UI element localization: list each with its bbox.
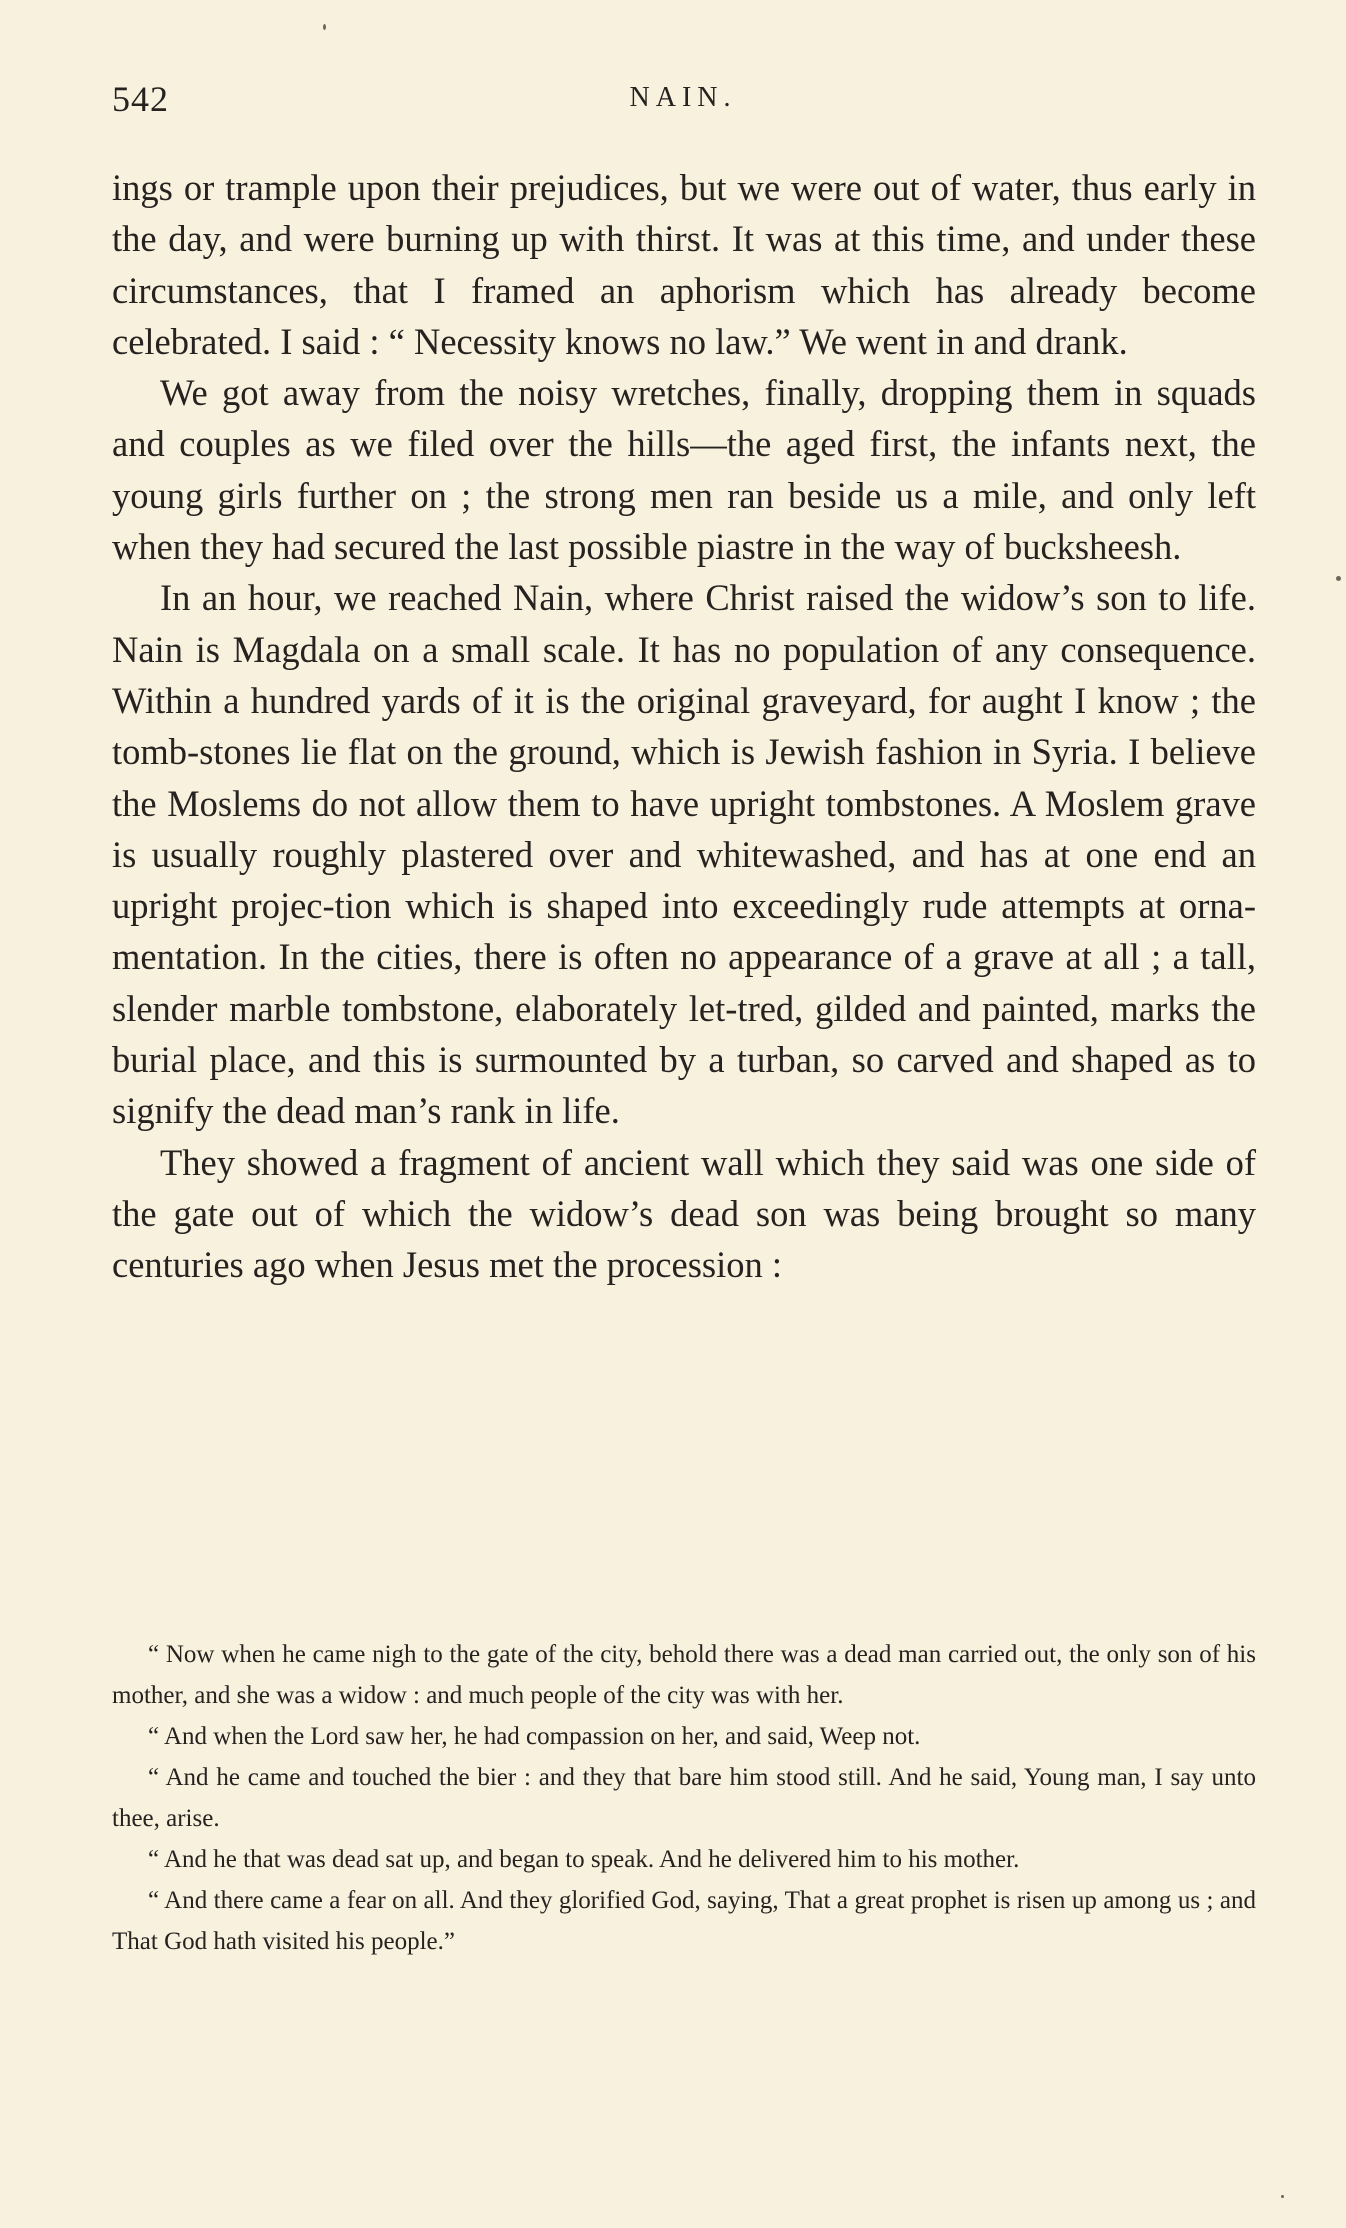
quotation-verse: “ And when the Lord saw her, he had compassion on her, and said, Weep not. [148, 1723, 921, 1750]
quotation-verse: “ And he came and touched the bier : and they that bare him stood still. And he said, Young man, I say unto thee, arise. [112, 1764, 1256, 1832]
scripture-quotation [112, 1634, 1256, 1962]
quotation-verse: “ And there came a fear on all. And they glorified God, saying, That a great prophet is risen up among us ; and That God hath visited his people.” [112, 1887, 1256, 1955]
quotation-verse: “ Now when he came nigh to the gate of the city, behold there was a dead man carried out, the only son of his mother, and she was a widow : and much people of the city was with her. [112, 1641, 1256, 1709]
page-number: 542 [112, 79, 169, 119]
ink-speck [323, 24, 326, 30]
ink-speck [1281, 2195, 1284, 2198]
page-heading: NAIN. [629, 82, 737, 113]
running-head [112, 78, 1254, 130]
paragraph: We got away from the noisy wretches, finally, dropping them in squads and couples as we filed over the hills—the aged first, the infants next, the young girls further on ; the strong men ran beside us a mile, and only left when they had secured the last possible piastre in the way of bucksheesh. [112, 372, 1256, 568]
paragraph: In an hour, we reached Nain, where Christ raised the widow’s son to life. Nain is Magdala on a small scale. It has no population of any consequence. Within a hundred yards of it is the original graveyard, for aught I know ; the tomb-stones lie flat on the ground, which is Jewish fashion in Syria. I believe the Moslems do not allow them to have upright tombstones. A Moslem grave is usually roughly plastered over and whitewashed, and has at one end an upright projec-tion which is shaped into exceedingly rude attempts at orna-mentation. In the cities, there is often no appearance of a grave at all ; a tall, slender marble tombstone, elaborately let-tred, gilded and painted, marks the burial place, and this is surmounted by a turban, so carved and shaped as to signify the dead man’s rank in life. [112, 577, 1256, 1132]
quotation-verse: “ And he that was dead sat up, and began to speak. And he delivered him to his mother. [148, 1846, 1020, 1873]
paragraph: They showed a fragment of ancient wall which they said was one side of the gate out of which the widow’s dead son was being brought so many centuries ago when Jesus met the procession : [112, 1141, 1256, 1286]
ink-speck [1336, 576, 1341, 581]
body-text [112, 162, 1256, 1291]
paragraph: ings or trample upon their prejudices, but we were out of water, thus early in the day, and were burning up with thirst. It was at this time, and under these circumstances, that I framed an aphorism which has already become celebrated. I said : “ Necessity knows no law.” We went in and drank. [112, 167, 1256, 362]
